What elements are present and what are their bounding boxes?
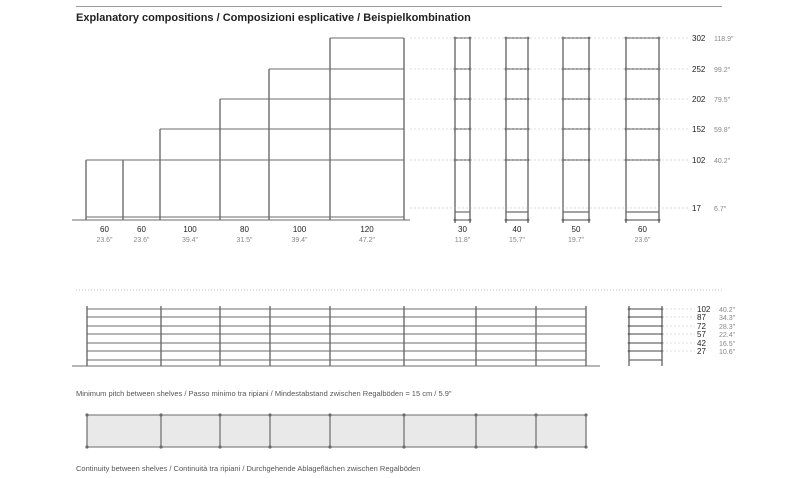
width-cm-label: 60 xyxy=(100,225,109,234)
joint-dot xyxy=(85,445,88,448)
joint-dot xyxy=(625,219,628,222)
joint-dot xyxy=(218,445,221,448)
joint-dot xyxy=(588,159,591,162)
width-cm-label: 80 xyxy=(240,225,249,234)
joint-dot xyxy=(85,413,88,416)
joint-dot xyxy=(505,219,508,222)
page-title: Explanatory compositions / Composizioni esplicative / Beispielkombination xyxy=(76,12,471,24)
joint-dot xyxy=(628,325,631,328)
joint-dot xyxy=(588,68,591,71)
joint-dot xyxy=(588,37,591,40)
height-cm-label: 302 xyxy=(692,34,706,43)
pitch-cm-label: 87 xyxy=(697,313,706,322)
joint-dot xyxy=(454,219,457,222)
height-inch-label: 99.2" xyxy=(714,67,731,74)
joint-dot xyxy=(402,413,405,416)
width-inch-label: 39.4" xyxy=(181,237,199,244)
depth-inch-label: 15.7" xyxy=(508,237,526,244)
joint-dot xyxy=(474,413,477,416)
joint-dot xyxy=(402,445,405,448)
joint-dot xyxy=(474,445,477,448)
depth-cm-label: 40 xyxy=(512,225,522,234)
pitch-inch-label: 40.2" xyxy=(719,307,736,314)
pitch-inch-label: 22.4" xyxy=(719,332,736,339)
width-cm-label: 100 xyxy=(292,225,307,234)
height-cm-label: 17 xyxy=(692,204,701,213)
joint-dot xyxy=(628,308,631,311)
width-cm-label: 120 xyxy=(360,225,374,234)
pitch-caption: Minimum pitch between shelves / Passo minimo tra ripiani / Mindestabstand zwischen Regalböden = 15 cm / 5.9" xyxy=(76,389,452,398)
width-inch-label: 39.4" xyxy=(291,237,308,244)
joint-dot xyxy=(658,219,661,222)
joint-dot xyxy=(628,316,631,319)
joint-dot xyxy=(268,445,271,448)
joint-dot xyxy=(469,219,472,222)
depth-cm-label: 60 xyxy=(638,225,647,234)
width-inch-label: 23.6" xyxy=(133,237,150,244)
continuity-surface xyxy=(87,415,586,447)
height-inch-label: 59.8" xyxy=(714,127,731,134)
height-cm-label: 102 xyxy=(692,156,706,165)
joint-dot xyxy=(628,342,631,345)
pitch-cm-label: 102 xyxy=(697,305,711,314)
joint-dot xyxy=(628,333,631,336)
joint-dot xyxy=(159,445,162,448)
depth-cm-label: 50 xyxy=(571,225,581,234)
height-inch-label: 118.9" xyxy=(714,36,734,43)
joint-dot xyxy=(588,128,591,131)
joint-dot xyxy=(328,413,331,416)
depth-inch-label: 23.6" xyxy=(634,237,651,244)
width-inch-label: 47.2" xyxy=(358,237,376,244)
pitch-inch-label: 28.3" xyxy=(719,324,736,331)
joint-dot xyxy=(588,219,591,222)
height-inch-label: 6.7" xyxy=(714,206,727,213)
depth-cm-label: 30 xyxy=(458,225,467,234)
width-cm-label: 100 xyxy=(183,225,197,234)
height-cm-label: 152 xyxy=(692,125,706,134)
depth-inch-label: 19.7" xyxy=(567,237,585,244)
pitch-cm-label: 27 xyxy=(697,347,706,356)
width-inch-label: 23.6" xyxy=(96,237,113,244)
height-inch-label: 40.2" xyxy=(714,158,731,165)
joint-dot xyxy=(328,445,331,448)
joint-dot xyxy=(588,98,591,101)
joint-dot xyxy=(534,413,537,416)
joint-dot xyxy=(534,445,537,448)
pitch-cm-label: 42 xyxy=(697,339,706,348)
joint-dot xyxy=(268,413,271,416)
pitch-inch-label: 16.5" xyxy=(719,341,736,348)
joint-dot xyxy=(628,350,631,353)
joint-dot xyxy=(218,413,221,416)
joint-dot xyxy=(562,219,565,222)
pitch-inch-label: 34.3" xyxy=(719,315,736,322)
joint-dot xyxy=(584,445,587,448)
continuity-caption: Continuity between shelves / Continuità tra ripiani / Durchgehende Ablageflächen zwischen Regalböden xyxy=(76,464,421,473)
joint-dot xyxy=(584,413,587,416)
height-inch-label: 79.5" xyxy=(714,97,731,104)
pitch-cm-label: 57 xyxy=(697,330,706,339)
width-inch-label: 31.5" xyxy=(236,237,253,244)
pitch-cm-label: 72 xyxy=(697,322,706,331)
joint-dot xyxy=(527,219,530,222)
height-cm-label: 252 xyxy=(692,65,706,74)
joint-dot xyxy=(159,413,162,416)
height-cm-label: 202 xyxy=(692,95,706,104)
width-cm-label: 60 xyxy=(137,225,146,234)
depth-inch-label: 11.8" xyxy=(454,237,471,244)
pitch-inch-label: 10.6" xyxy=(719,349,736,356)
